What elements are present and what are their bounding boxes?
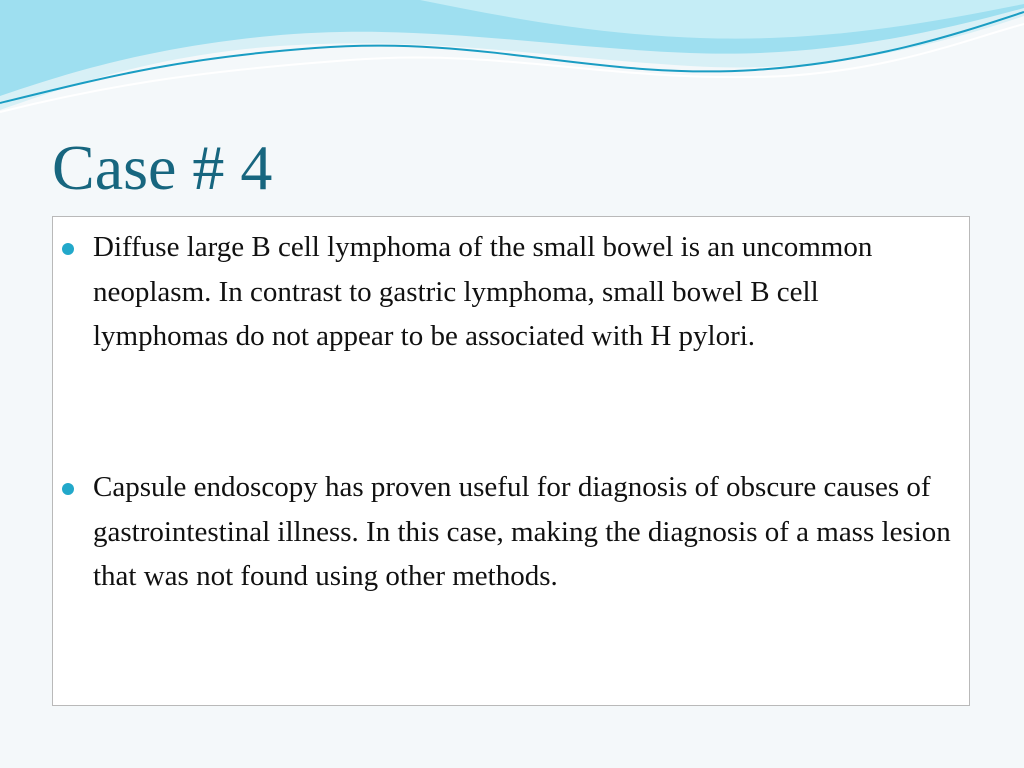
top-wave-decoration	[0, 0, 1024, 120]
slide-title: Case # 4	[52, 132, 273, 203]
bullet-dot-icon	[62, 483, 74, 495]
bullet-item	[93, 465, 953, 599]
content-box	[52, 216, 970, 706]
bullet-text: Diffuse large B cell lymphoma of the small bowel is an uncommon neoplasm. In contrast to gastric lymphoma, small bowel B cell lymphomas do not appear to be associated with H pylori.	[93, 231, 873, 352]
bullet-text: Capsule endoscopy has proven useful for diagnosis of obscure causes of gastrointestinal illness. In this case, making the diagnosis of a mass lesion that was not found using other methods.	[93, 471, 951, 592]
bullet-item	[93, 225, 953, 359]
bullet-dot-icon	[62, 243, 74, 255]
